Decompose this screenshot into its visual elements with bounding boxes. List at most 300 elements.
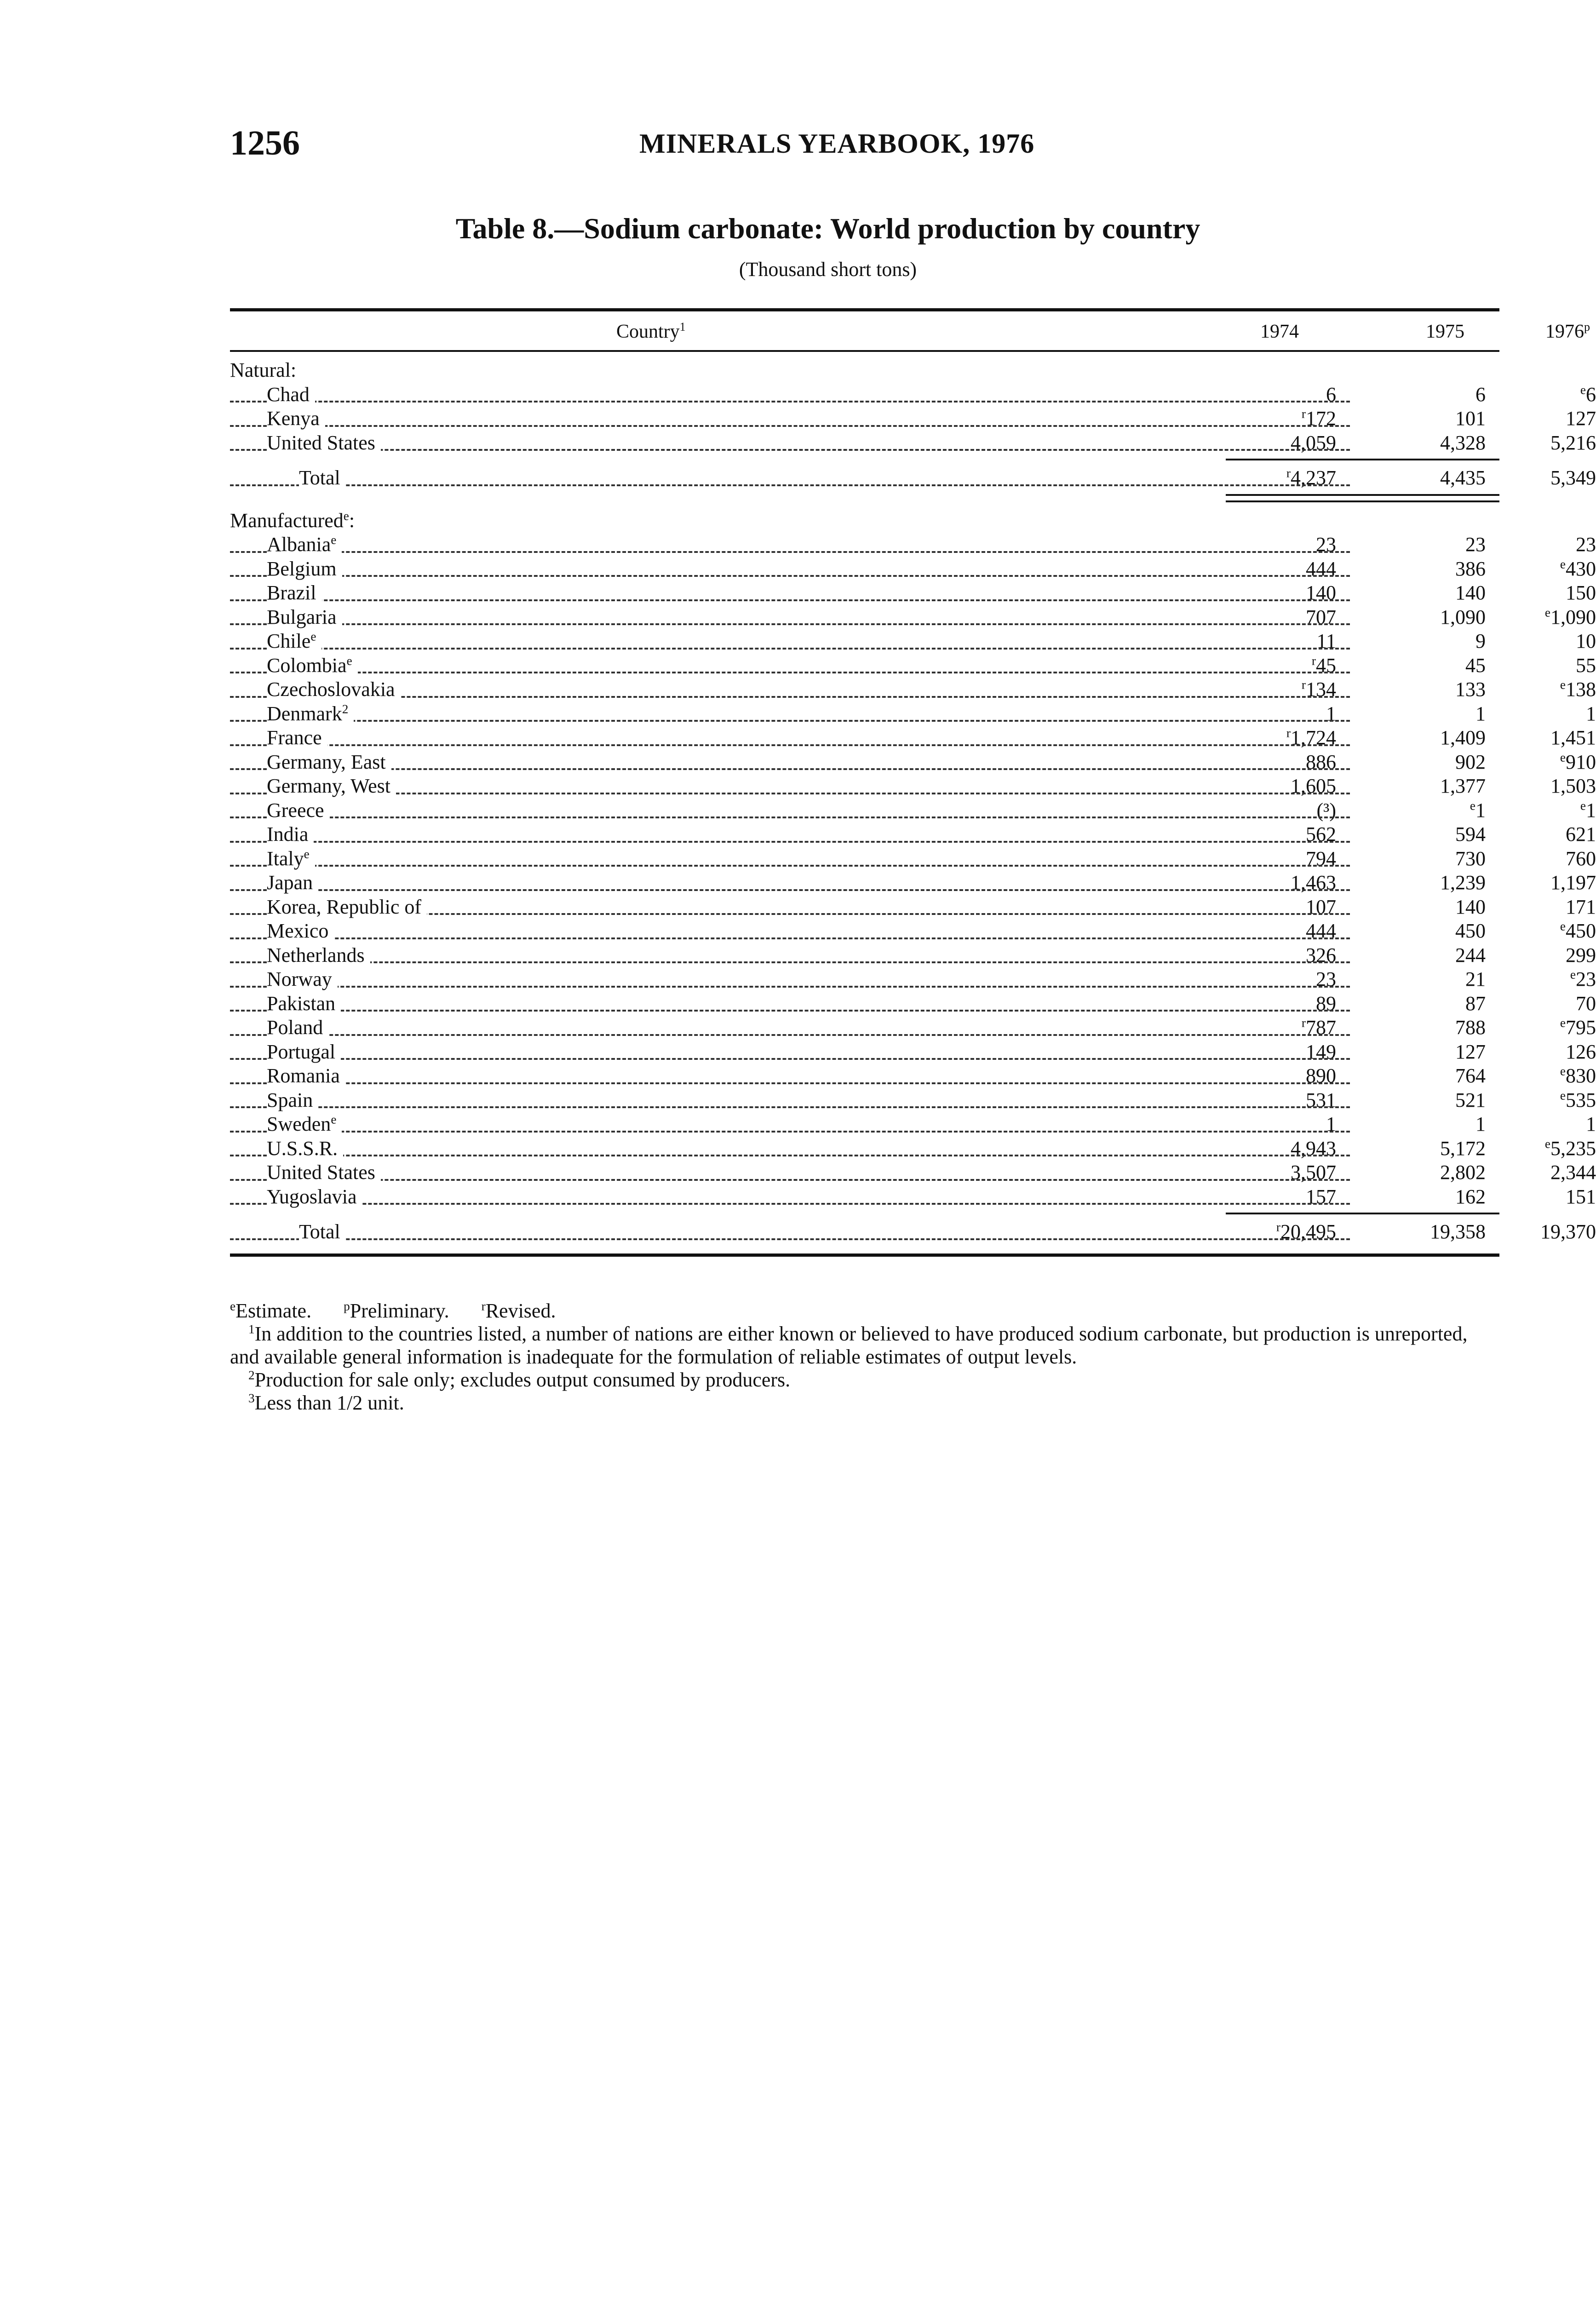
table-row [230,678,1596,702]
value-text: 19,358 [1430,1220,1486,1243]
value-text: 1 [1326,1113,1336,1135]
value-1975 [1371,895,1486,920]
value-flag: e [1560,1088,1566,1102]
value-1976 [1481,1137,1596,1161]
value-1975 [1371,431,1486,455]
footnote-legend-item [230,1300,311,1322]
country-footnote-mark: e [304,846,310,861]
value-1975 [1371,1161,1486,1185]
value-text: 1,090 [1440,605,1486,628]
value-flag: e [1560,1016,1566,1030]
value-1975 [1371,799,1486,823]
column-header-1975: 1975 [1426,321,1464,342]
value-1976 [1481,774,1596,799]
value-1974 [1221,1016,1336,1040]
value-text: 1,451 [1550,726,1596,749]
value-1974 [1221,431,1336,455]
footnote-mark: p [344,1299,350,1313]
value-text: 910 [1566,750,1596,773]
value-text: 23 [1316,533,1336,556]
country-name [267,431,381,455]
value-text: 11 [1316,630,1336,652]
leader-dots [230,449,1350,451]
value-1976 [1481,629,1596,654]
value-text: 4,059 [1291,431,1336,454]
country-name [267,1040,341,1064]
footnote-mark: 1 [248,1322,255,1336]
footnote-text: Less than 1/2 unit. [254,1392,404,1414]
leader-dots [230,484,1350,486]
value-1976 [1481,992,1596,1016]
value-1976 [1481,1064,1596,1088]
value-text: 1,197 [1550,871,1596,894]
value-text: 1,463 [1291,871,1336,894]
natural-sum-rule [230,455,1499,466]
footnote-item [230,1392,1490,1414]
value-1976 [1481,1220,1596,1244]
value-1975 [1371,992,1486,1016]
leader-dots [230,961,1350,963]
value-1974 [1221,1088,1336,1113]
value-text: 172 [1306,407,1336,430]
value-1974 [1221,533,1336,557]
footnote-notes [230,1322,1490,1414]
value-text: 299 [1566,943,1596,966]
leader-dots [230,889,1350,891]
country-name [267,1137,343,1161]
table-row [230,750,1596,775]
value-text: 19,370 [1540,1220,1596,1243]
value-text: 5,216 [1550,431,1596,454]
value-text: 162 [1455,1185,1486,1208]
value-1976 [1481,943,1596,968]
value-text: 886 [1306,750,1336,773]
table-title: Table 8.—Sodium carbonate: World production by country [455,212,1200,245]
value-text: 140 [1455,895,1486,918]
leader-dots [230,1238,1350,1240]
value-1974 [1221,992,1336,1016]
natural-total-row [230,466,1596,490]
total-row [230,466,1596,490]
value-text: 133 [1455,678,1486,701]
value-1974 [1221,895,1336,920]
footnote-mark: r [481,1299,486,1313]
table-row [230,774,1596,799]
value-1974 [1221,919,1336,943]
value-1975 [1371,702,1486,726]
value-text: 1,239 [1440,871,1486,894]
manufactured-total-row [230,1220,1596,1244]
value-text: 87 [1465,992,1486,1015]
leader-dots [230,986,1350,988]
country-name-text: Albania [267,533,331,556]
value-flag: e [1580,382,1586,397]
value-1976 [1481,1040,1596,1064]
value-1975 [1371,466,1486,490]
leader-dots [230,1010,1350,1012]
value-1975 [1371,750,1486,775]
value-1975 [1371,629,1486,654]
country-name [267,943,370,968]
value-text: 444 [1306,557,1336,580]
table-row [230,943,1596,968]
country-footnote-mark: e [331,533,337,547]
value-text: 1 [1475,702,1486,725]
value-1975 [1371,605,1486,630]
value-1975 [1371,1220,1486,1244]
value-1975 [1371,1112,1486,1137]
country-name-text: Spain [267,1088,313,1111]
value-text: 140 [1455,581,1486,604]
country-name-text: Sweden [267,1113,331,1135]
leader-dots [230,551,1350,553]
production-table [230,308,1596,1257]
value-flag: e [1470,798,1475,812]
table-row [230,992,1596,1016]
value-1975 [1371,871,1486,895]
value-text: 55 [1576,654,1596,677]
footnote-item [230,1322,1490,1368]
value-1974 [1221,466,1336,490]
value-text: 4,237 [1291,466,1336,489]
value-1975 [1371,1137,1486,1161]
value-flag: e [1560,919,1566,933]
leader-dots [230,841,1350,843]
table-row [230,702,1596,726]
country-name-text: Pakistan [267,992,336,1015]
value-1976 [1481,581,1596,605]
leader-dots [230,425,1350,427]
page-header [230,123,1361,174]
value-text: 150 [1566,581,1596,604]
value-text: 45 [1465,654,1486,677]
country-name-text: Romania [267,1064,340,1087]
value-text: 707 [1306,605,1336,628]
table-row [230,1112,1596,1137]
leader-dots [230,1082,1350,1084]
value-1974 [1221,702,1336,726]
value-1975 [1371,1185,1486,1209]
footnote-legend-item [344,1300,449,1322]
value-flag: e [1560,1064,1566,1078]
footnote-mark: 3 [248,1391,255,1405]
value-text: 430 [1566,557,1596,580]
country-name [267,967,338,992]
value-text: 535 [1566,1088,1596,1111]
value-1974 [1221,871,1336,895]
country-name [299,466,346,490]
value-1976 [1481,407,1596,431]
table-row [230,407,1596,431]
value-text: 1,377 [1440,775,1486,797]
value-1974 [1221,1112,1336,1137]
value-text: 902 [1455,750,1486,773]
value-1974 [1221,847,1336,871]
country-name-text: Germany, West [267,775,390,797]
value-text: 795 [1566,1016,1596,1039]
country-footnote-mark: e [331,1112,337,1127]
footnote-text: Preliminary. [350,1300,449,1322]
value-1975 [1371,847,1486,871]
country-name [267,581,322,605]
value-flag: e [1560,678,1566,692]
value-1974 [1221,557,1336,581]
country-name [267,533,342,557]
value-1975 [1371,919,1486,943]
value-text: 107 [1306,895,1336,918]
value-flag: e [1570,967,1576,982]
country-name [267,799,330,823]
value-text: 23 [1576,968,1596,990]
country-name-text: Brazil [267,581,316,604]
country-name [267,992,341,1016]
value-1974 [1221,1185,1336,1209]
value-1976 [1481,822,1596,847]
country-name [267,726,327,750]
value-text: 764 [1455,1064,1486,1087]
value-text: 444 [1306,920,1336,942]
footnote-legend-item [482,1300,556,1322]
manufactured-sum-rule [230,1209,1499,1220]
value-text: 621 [1566,823,1596,845]
value-flag: r [1311,653,1316,667]
country-name [267,871,318,895]
leader-dots [230,401,1350,402]
value-1974 [1221,654,1336,678]
country-name [267,1064,345,1088]
value-1975 [1371,383,1486,407]
country-name-text: Yugoslavia [267,1185,357,1208]
country-name [267,605,342,630]
table-row [230,557,1596,581]
country-name-text: Germany, East [267,750,386,773]
country-name [267,919,334,943]
value-text: 23 [1316,968,1336,990]
country-name [267,847,315,871]
section-heading-manufactured: Manufactured$^e$: [230,509,1499,533]
value-text: 1,090 [1550,605,1596,628]
table-row [230,1040,1596,1064]
value-text: 521 [1455,1088,1486,1111]
leader-dots [230,623,1350,625]
country-name-text: Total [299,1220,340,1243]
manufactured-rows [230,533,1596,1209]
country-name [267,1016,328,1040]
section-heading-natural: Natural: [230,358,1499,383]
footnote-mark: 2 [248,1368,255,1382]
table-row [230,1185,1596,1209]
country-footnote-mark: e [310,629,316,644]
value-1976 [1481,678,1596,702]
value-1974 [1221,750,1336,775]
value-text: 6 [1475,383,1486,406]
table-top-rule [230,308,1499,311]
value-1976 [1481,1161,1596,1185]
country-name-text: Denmark [267,702,342,725]
leader-dots [230,575,1350,577]
value-1976 [1481,702,1596,726]
value-1976 [1481,1016,1596,1040]
value-text: 1,724 [1291,726,1336,749]
value-1976 [1481,466,1596,490]
value-text: 140 [1306,581,1336,604]
value-1976 [1481,533,1596,557]
country-name-text: United States [267,1161,375,1184]
country-name-text: Chile [267,630,311,652]
value-text: 134 [1306,678,1336,701]
value-1976 [1481,919,1596,943]
value-text: 9 [1475,630,1486,652]
country-name-text: Korea, Republic of [267,895,421,918]
table-row [230,533,1596,557]
column-headers [230,311,1590,350]
value-text: 386 [1455,557,1486,580]
value-text: 10 [1576,630,1596,652]
value-text: 450 [1455,920,1486,942]
value-flag: e [1560,557,1566,571]
value-1974 [1221,581,1336,605]
value-text: 5,235 [1550,1137,1596,1160]
value-1974 [1221,726,1336,750]
value-1975 [1371,407,1486,431]
value-flag: e [1560,750,1566,764]
country-name [299,1220,346,1244]
value-1974 [1221,678,1336,702]
country-name [267,629,321,654]
value-text: 45 [1316,654,1336,677]
table-row [230,871,1596,895]
value-text: 1,503 [1550,775,1596,797]
value-flag: r [1301,678,1306,692]
value-flag: e [1580,798,1586,812]
value-1975 [1371,654,1486,678]
footnote-mark: e [230,1299,236,1313]
value-text: 594 [1455,823,1486,845]
value-1975 [1371,943,1486,968]
country-name [267,822,314,847]
value-1974 [1221,605,1336,630]
table-row [230,798,1596,823]
value-text: 1 [1586,799,1596,822]
footnote-text: Estimate. [235,1300,312,1322]
value-text: 890 [1306,1064,1336,1087]
value-text: 6 [1326,383,1336,406]
footnote-text: Production for sale only; excludes output consumed by producers. [254,1368,791,1391]
leader-dots [230,1179,1350,1181]
table-row [230,1016,1596,1040]
value-text: 760 [1566,847,1596,870]
value-1974 [1221,799,1336,823]
value-1976 [1481,605,1596,630]
value-text: 1 [1586,702,1596,725]
value-1974 [1221,1064,1336,1088]
country-name-text: Total [299,466,340,489]
value-flag: r [1301,1016,1306,1030]
country-name [267,895,427,920]
leader-dots [230,1131,1350,1133]
value-1976 [1481,383,1596,407]
value-text: 21 [1465,968,1486,990]
country-name [267,1088,318,1113]
table-row [230,822,1596,847]
country-name-text: Netherlands [267,943,365,966]
value-text: 151 [1566,1185,1596,1208]
table-row [230,1064,1596,1088]
value-text: 4,435 [1440,466,1486,489]
table-row [230,967,1596,992]
value-text: 1,605 [1291,775,1336,797]
table-row [230,895,1596,920]
country-name-text: Japan [267,871,313,894]
value-text: 3,507 [1291,1161,1336,1184]
value-flag: e [1544,605,1550,619]
value-text: 1 [1475,799,1486,822]
value-text: 126 [1566,1040,1596,1063]
country-name-text: U.S.S.R. [267,1137,338,1160]
table-row [230,431,1596,455]
country-name-text: Poland [267,1016,323,1039]
value-1974 [1221,407,1336,431]
value-1975 [1371,1088,1486,1113]
table-row [230,605,1596,630]
footnote-legend [230,1300,1490,1322]
table-row [230,629,1596,654]
value-text: 4,943 [1291,1137,1336,1160]
value-1976 [1481,871,1596,895]
value-text: (³) [1316,799,1336,822]
value-flag: r [1276,1220,1280,1234]
value-text: 794 [1306,847,1336,870]
value-text: 562 [1306,823,1336,845]
value-flag: e [1544,1136,1550,1150]
value-1976 [1481,654,1596,678]
natural-double-rule [230,490,1499,509]
value-text: 730 [1455,847,1486,870]
column-header-country: Country$^1$ [616,320,686,342]
value-text: 1,409 [1440,726,1486,749]
table-row [230,1136,1596,1161]
column-header-1976: 1976$^p$ [1545,320,1590,342]
value-text: 157 [1306,1185,1336,1208]
country-name [267,654,358,678]
country-name-text: Belgium [267,557,337,580]
leader-dots [230,672,1350,673]
country-name [267,407,325,431]
value-1976 [1481,726,1596,750]
value-text: 101 [1455,407,1486,430]
value-text: 326 [1306,943,1336,966]
value-text: 5,349 [1550,466,1596,489]
leader-dots [230,648,1350,650]
value-1974 [1221,1040,1336,1064]
column-header-1974: 1974 [1260,321,1299,342]
value-text: 2,802 [1440,1161,1486,1184]
value-text: 1 [1326,702,1336,725]
value-1976 [1481,1088,1596,1113]
value-1976 [1481,847,1596,871]
leader-dots [230,1034,1350,1036]
value-1974 [1221,629,1336,654]
table-row [230,846,1596,871]
value-text: 788 [1455,1016,1486,1039]
value-text: 23 [1465,533,1486,556]
country-name [267,774,396,799]
country-name-text: Norway [267,968,332,990]
value-1976 [1481,1185,1596,1209]
table-row [230,1161,1596,1185]
country-name-text: Bulgaria [267,605,337,628]
country-name-text: United States [267,431,375,454]
